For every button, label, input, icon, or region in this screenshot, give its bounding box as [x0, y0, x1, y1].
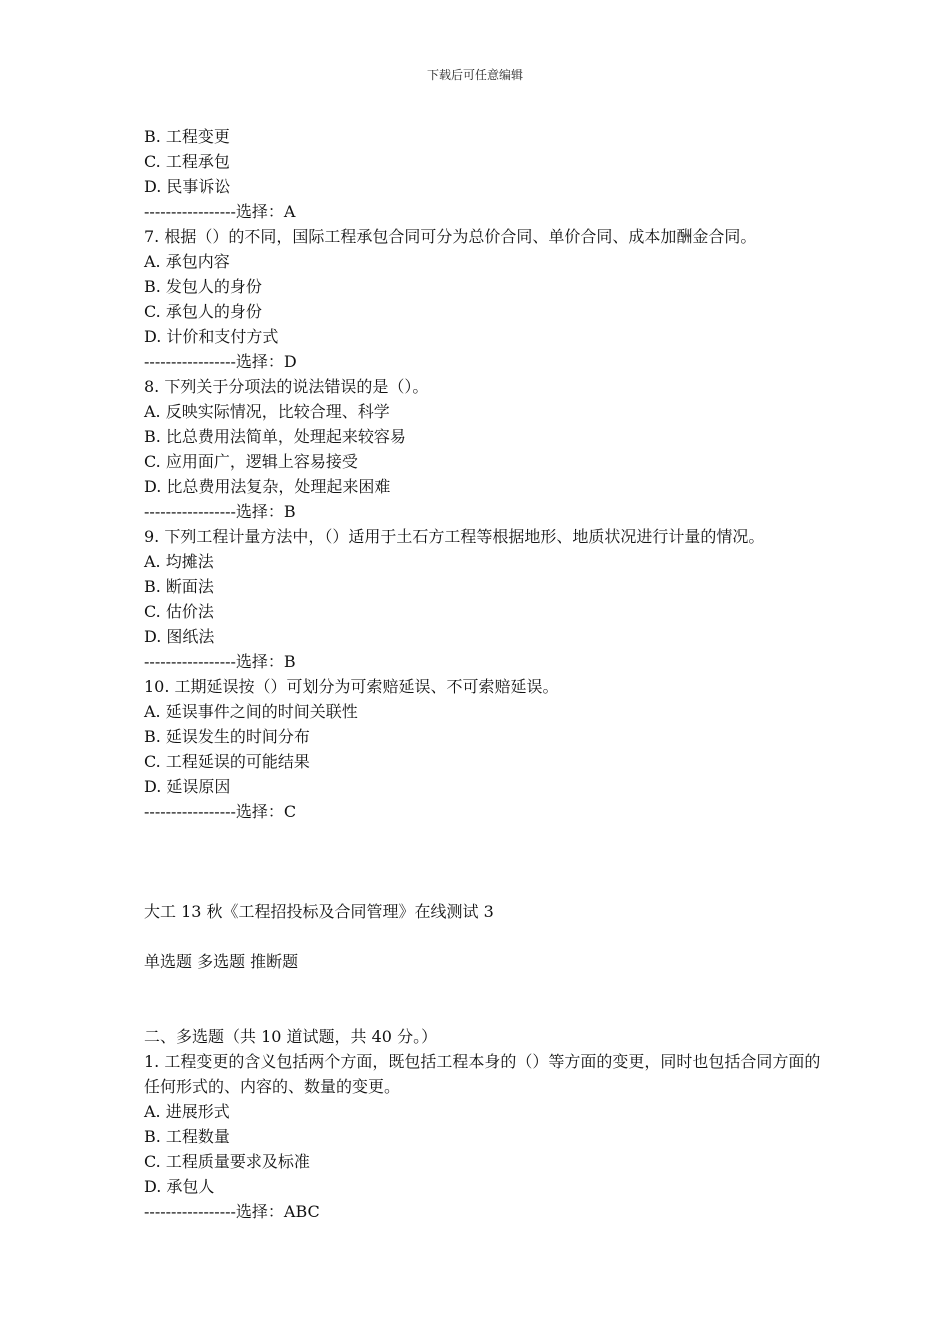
text-line: B. 比总费用法简单，处理起来较容易	[144, 427, 406, 446]
question-7: 7. 根据（）的不同，国际工程承包合同可分为总价合同、单价合同、成本加酬金合同。	[144, 227, 757, 246]
answer-line: -----------------选择：B	[144, 652, 296, 671]
document-body	[144, 124, 824, 1224]
text-line: B. 工程数量	[144, 1127, 230, 1146]
text-line: C. 承包人的身份	[144, 302, 262, 321]
text-line: A. 进展形式	[144, 1102, 230, 1121]
text-line: D. 延误原因	[144, 777, 231, 796]
section-heading: 二、多选题（共 10 道试题，共 40 分。）	[144, 1027, 438, 1046]
text-line: B. 工程变更	[144, 127, 230, 146]
question-types: 单选题 多选题 推断题	[144, 952, 299, 971]
text-line: D. 比总费用法复杂，处理起来困难	[144, 477, 391, 496]
page-header: 下载后可任意编辑	[426, 68, 523, 82]
text-line: D. 承包人	[144, 1177, 215, 1196]
text-line: C. 工程质量要求及标准	[144, 1152, 310, 1171]
question-10: 10. 工期延误按（）可划分为可索赔延误、不可索赔延误。	[144, 677, 559, 696]
question-8: 8. 下列关于分项法的说法错误的是（）。	[144, 377, 429, 396]
text-line: B. 延误发生的时间分布	[144, 727, 310, 746]
question-1: 1. 工程变更的含义包括两个方面，既包括工程本身的（）等方面的变更，同时也包括合同方面的任何形式的、内容的、数量的变更。	[144, 1052, 821, 1096]
text-line: C. 估价法	[144, 602, 214, 621]
answer-line: -----------------选择：B	[144, 502, 296, 521]
text-line: B. 断面法	[144, 577, 214, 596]
text-line: C. 应用面广，逻辑上容易接受	[144, 452, 358, 471]
answer-line: -----------------选择：D	[144, 352, 297, 371]
answer-line: -----------------选择：C	[144, 802, 297, 821]
answer-line: -----------------选择：ABC	[144, 1202, 320, 1221]
text-line: A. 反映实际情况，比较合理、科学	[144, 402, 390, 421]
text-line: C. 工程承包	[144, 152, 230, 171]
text-line: D. 民事诉讼	[144, 177, 231, 196]
answer-line: -----------------选择：A	[144, 202, 296, 221]
text-line: D. 计价和支付方式	[144, 327, 279, 346]
text-line: A. 均摊法	[144, 552, 214, 571]
text-line: A. 承包内容	[144, 252, 230, 271]
test-title: 大工 13 秋《工程招投标及合同管理》在线测试 3	[144, 902, 494, 921]
text-line: A. 延误事件之间的时间关联性	[144, 702, 358, 721]
question-9: 9. 下列工程计量方法中，（）适用于土石方工程等根据地形、地质状况进行计量的情况。	[144, 527, 765, 546]
text-line: D. 图纸法	[144, 627, 215, 646]
text-line: B. 发包人的身份	[144, 277, 262, 296]
text-line: C. 工程延误的可能结果	[144, 752, 310, 771]
